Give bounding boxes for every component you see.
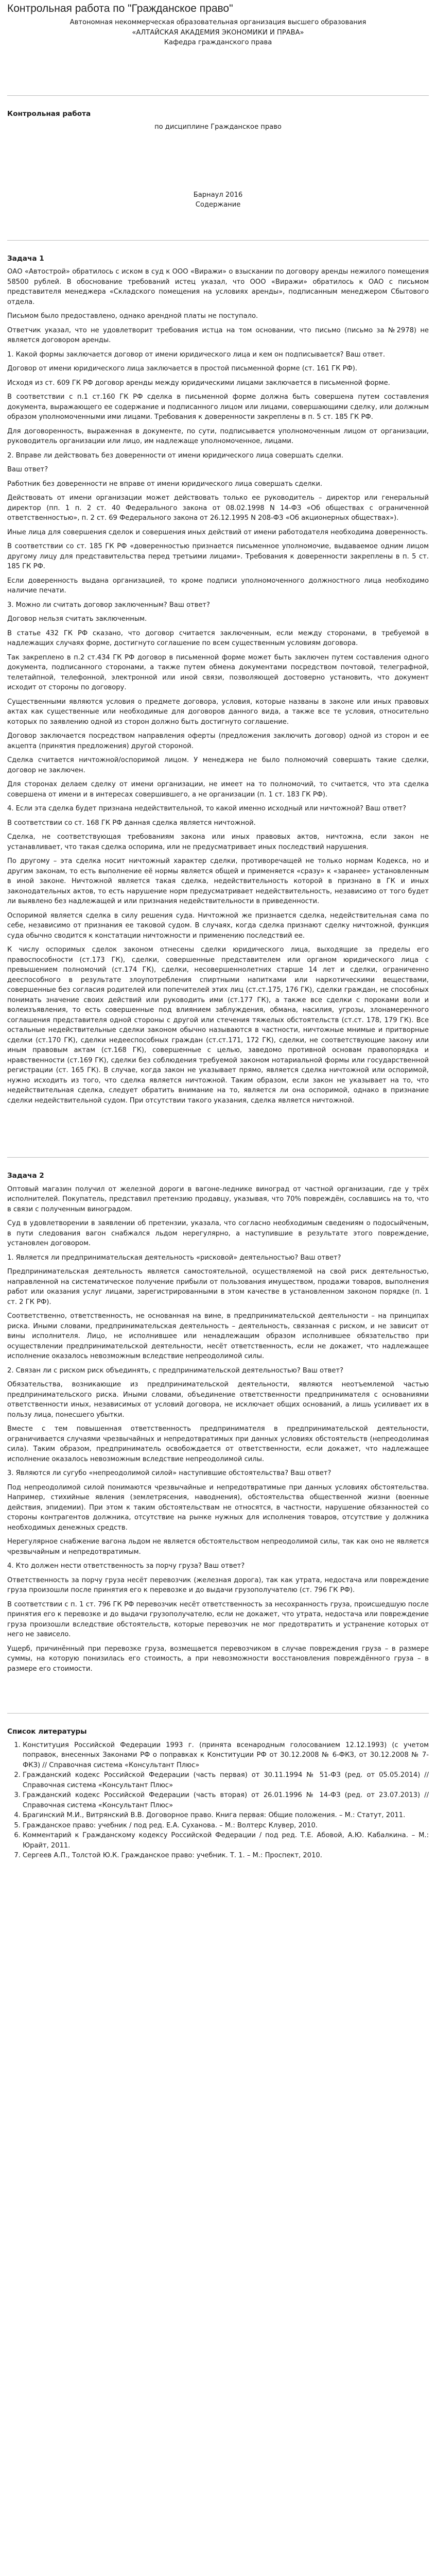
paragraph: Иные лица для совершения сделок и совершения иных действий от имени работодателя необходима доверенность. — [7, 528, 428, 536]
title-block — [7, 18, 429, 48]
reference-item — [23, 1770, 429, 1790]
paragraph: Существенными являются условия о предмете договора, условия, которые названы в законе или иных правовых актах как существенные или необходимые для договоров данного вида, а также все те условия, относительно которых по заявлению одной из сторон должно быть достигнуто соглашение. — [7, 698, 429, 726]
paragraph: К числу оспоримых сделок законом отнесены сделки юридического лица, выходящие за пределы его правоспособности (ст.173 ГК), сделки, совершенные представителем или органом юридического лица с превышением полномочий (ст.174 ГК), сделки, несовершеннолетних старше 14 лет и сделки, ограниченно дееспособного в результате злоупотребления спиртными напитками или наркотическими веществами, совершенные без согласия родителей или попечителей этих лиц (ст.ст.175, 176 ГК), сделки граждан, не способных понимать значение своих действий или руководить ими (ст.177 ГК), а также все сделки с пороками воли и волеизъявления, то есть совершенные под влиянием заблуждения, обмана, насилия, угрозы, злонамеренного соглашения представителя одной стороны с другой или стечения тяжелых обстоятельств (ст.ст. 178, 179 ГК). Все остальные недействительные сделки законом обычно называются в частности, ничтожные мнимые и притворные сделки (ст.170 ГК), сделки недееспособных граждан (ст.ст.171, 172 ГК), сделки, не соответствующие закону или иным правовым актам (ст.168 ГК), совершенные с целью, заведомо противной основам правопорядка и нравственности (ст.169 ГК), сделки без соблюдения требуемой законом нотариальной формы или государственной регистрации (ст. 165 ГК). В случае, когда закон не указывает прямо, является сделка ничтожной или оспоримой, нужно исходить из того, что сделка является ничтожной. Таким образом, если закон не указывает на то, что недействительная сделка, следует обратить внимание на то, является ли она оспоримой, однако в признание сделки недействительной судом. При отсутствии такого указания, сделка является ничтожной. — [7, 946, 429, 1105]
reference-text: 6. Комментарий к Гражданскому кодексу Российской Федерации / под ред. Т.Е. Абовой, А.Ю. Кабалкина. – М.: Юрайт, 2011. — [23, 1832, 429, 1850]
paragraph: Оптовый магазин получил от железной дороги в вагоне-леднике виноград от частной организации, где у трёх исполнителей. Покупатель, представил претензию продавцу, указывая, что 70% повреждён, сославшись на то, что в связи с полученным виноградом. — [7, 1185, 429, 1213]
paragraph: Предпринимательская деятельность является самостоятельной, осуществляемой на свой риск деятельностью, направленной на систематическое получение прибыли от пользования имуществом, продажи товаров, выполнения работ или оказания услуг лицами, зарегистрированными в этом качестве в установленном законом порядке (п. 1 ст. 2 ГК РФ). — [7, 1268, 429, 1306]
paragraph: Если доверенность выдана организацией, то кроме подписи уполномоченного должностного лица необходимо наличие печати. — [7, 577, 429, 595]
paragraph: В соответствии со ст. 168 ГК РФ данная сделка является ничтожной. — [7, 819, 256, 827]
separator — [7, 1713, 429, 1714]
paragraph: Для сторонах делаем сделку от имени организации, не имеет на то полномочий, то считается, что эта сделка совершена от имени и в интересах совершившего, а не организации (п. 1 ст. 183 ГК РФ). — [7, 781, 429, 799]
references-heading: Список литературы — [7, 1727, 87, 1736]
paragraph: Ущерб, причинённый при перевозке груза, возмещается перевозчиком в случае повреждения груза – в размере суммы, на которую понизилась его стоимость, а при невозможности восстановления повреждённого груза – в размере его стоимости. — [7, 1645, 429, 1673]
paragraph: В соответствии с п.1 ст.160 ГК РФ сделка в письменной форме должна быть совершена путем составления документа, выражающего ее содержание и подписанного лицом или лицами, совершающими сделку, или должным образом уполномоченными ими лицами. Требования к доверенности закреплены в п. 5 ст. 185 ГК РФ. — [7, 393, 429, 421]
paragraph: Сделка считается ничтожной/оспоримой лицом. У менеджера не было полномочий совершать такие сделки, договор не заключен. — [7, 756, 429, 774]
reference-item — [23, 1810, 429, 1821]
reference-item — [23, 1821, 429, 1831]
paragraph: Оспоримой является сделка в силу решения суда. Ничтожной же признается сделка, недействительная сама по себе, независимо от признания ее таковой судом. В случаях, когда сделка признают сделку ничтожной, функция суда обычно сводится к констатации ничтожности и применению последствий ее. — [7, 911, 429, 940]
paragraph: 3. Являются ли сугубо «непреодолимой силой» наступившие обстоятельства? Ваш ответ? — [7, 1469, 332, 1477]
reference-item — [23, 1740, 429, 1771]
separator — [7, 95, 429, 96]
paragraph: Договор от имени юридического лица заключается в простой письменной форме (ст. 161 ГК РФ). — [7, 365, 358, 372]
paragraph: Работник без доверенности не вправе от имени юридического лица совершать сделки. — [7, 480, 323, 488]
task2-body — [7, 1184, 429, 1674]
paragraph: 1. Какой формы заключается договор от имени юридического лица и кем он подписывается? Ваш ответ. — [7, 350, 386, 359]
task2-heading: Задача 2 — [7, 1172, 44, 1180]
paragraph: Сделка, не соответствующая требованиям закона или иных правовых актов, ничтожна, если закон не устанавливает, что такая сделка оспорима, или не предусматривает иных последствий нарушения. — [7, 833, 429, 851]
city-year: Барнаул 2016 — [193, 191, 243, 199]
paragraph: Соответственно, ответственность, не основанная на вине, в предпринимательской деятельности – на принципах риска. Иными словами, предпринимательская деятельность – деятельность, связанная с риском, и не зависит от вины исполнителя. Лицо, не исполнившее или ненадлежащим образом исполнившее обязательство при осуществлении предпринимательской деятельности, несёт ответственность, если не докажет, что надлежащее исполнение оказалось невозможным вследствие непреодолимой силы. — [7, 1312, 429, 1360]
cover-subject: по дисциплине Гражданское право — [154, 123, 282, 131]
reference-text: 7. Сергеев А.П., Толстой Ю.К. Гражданское право: учебник. Т. 1. – М.: Проспект, 2010. — [23, 1852, 322, 1859]
paragraph: Нерегулярное снабжение вагона льдом не является обстоятельством непреодолимой силы, так как оно не является чрезвычайным и непредотвратимым. — [7, 1538, 429, 1556]
paragraph: Вместе с тем повышенная ответственность предпринимателя в предпринимательской деятельности, ограничивается случаями чрезвычайных и непредотвратимых при данных условиях обстоятельств (непреодолимая сила). Таким образом, предприниматель освобождается от ответственности, если докажет, что надлежащее исполнение оказалось невозможным вследствие непреодолимой силы. — [7, 1425, 429, 1463]
reference-item — [23, 1831, 429, 1851]
task1-body — [7, 267, 429, 1106]
paragraph: Ответственность за порчу груза несёт перевозчик (железная дорога), так как утрата, недостача или повреждение груза произошли после принятия его к перевозке и до выдачи грузополучателю (ст. 796 ГК РФ). — [7, 1576, 429, 1594]
cover-meta — [7, 190, 429, 210]
document-title: Контрольная работа по "Гражданское право" — [7, 3, 233, 14]
reference-text: 3. Гражданский кодекс Российской Федерации (часть вторая) от 26.01.1996 № 14-ФЗ (ред. от 23.07.2013) // Справочная система «Консультант Плюс» — [23, 1791, 429, 1809]
reference-text: 4. Брагинский М.И., Витрянский В.В. Договорное право. Книга первая: Общие положения. – М.: Статут, 2011. — [23, 1811, 406, 1819]
paragraph: Ответчик указал, что не удовлетворит требования истца на том основании, что письмо (письмо за №2978) не является договором аренды. — [7, 326, 429, 344]
reference-text: 1. Конституция Российской Федерации 1993 г. (принята всенародным голосованием 12.12.1993) (с учетом поправок, внесенных Законами РФ о поправках к Конституции РФ от 30.12.2008 № 6-ФКЗ, от 30.12.2008 № 7-ФКЗ) // Справочная система «Консультант Плюс» — [23, 1741, 429, 1769]
paragraph: В статье 432 ГК РФ сказано, что договор считается заключенным, если между сторонами, в требуемой в надлежащих случаях форме, достигнуто соглашение по всем существенным условиям договора. — [7, 629, 429, 647]
references-list — [7, 1740, 429, 1861]
cover-heading: Контрольная работа — [7, 109, 91, 118]
paragraph: Договор нельзя считать заключенным. — [7, 615, 147, 623]
paragraph: Для договоренность, выраженная в документе, по сути, подписывается уполномоченным лицом от организации, руководитель организации или лицо, им надлежаще уполномоченное, лицами. — [7, 427, 429, 445]
task1-heading: Задача 1 — [7, 254, 44, 263]
paragraph: 1. Является ли предпринимательская деятельность «рисковой» деятельностью? Ваш ответ? — [7, 1253, 341, 1262]
contents-label: Содержание — [195, 201, 241, 209]
paragraph: В соответствии с п. 1 ст. 796 ГК РФ перевозчик несёт ответственность за несохранность груза, происшедшую после принятия его к перевозке и до выдачи грузополучателю, если не докажет, что утрата, недостача или повреждение груза произошли вследствие обстоятельств, которые перевозчик не мог предотвратить и устранение которых от него не зависело. — [7, 1600, 429, 1638]
reference-item — [23, 1851, 429, 1861]
paragraph: Обязательства, возникающие из предпринимательской деятельности, являются неотъемлемой частью предпринимательского риска. Иными словами, объединение ответственности предпринимателя с основаниями ответственности иных, независимых от условий договора, не исключает общих оснований, а лишь усиливает их в пользу лица, понесшего убытки. — [7, 1381, 429, 1419]
paragraph: Действовать от имени организации может действовать только ее руководитель – директор или генеральный директор (пп. 1 п. 2 ст. 40 Федерального закона от 08.02.1998 N 14-ФЗ «Об обществах с ограниченной ответственностью», п. 2 ст. 69 Федерального закона от 26.12.1995 N 208-ФЗ «Об акционерных обществах»). — [7, 494, 429, 522]
paragraph: Под непреодолимой силой понимаются чрезвычайные и непредотвратимые при данных условиях обстоятельства. Например, стихийные явления (землетрясения, наводнения), обстоятельства общественной жизни (военные действия, эпидемии). При этом к таким обстоятельствам не относятся, в частности, нарушение обязанностей со стороны контрагентов должника, отсутствие на рынке нужных для исполнения товаров, отсутствие у должника необходимых денежных средств. — [7, 1483, 429, 1532]
paragraph: 4. Кто должен нести ответственность за порчу груза? Ваш ответ? — [7, 1562, 245, 1570]
paragraph: Ваш ответ? — [7, 466, 48, 473]
paragraph: Договор заключается посредством направления оферты (предложения заключить договор) одной из сторон и ее акцепта (принятия предложения) другой стороной. — [7, 732, 429, 750]
department-name: Кафедра гражданского права — [164, 39, 272, 46]
paragraph: 4. Если эта сделка будет признана недействительной, то какой именно исходный или ничтожной? Ваш ответ? — [7, 805, 407, 812]
paragraph: Так закреплено в п.2 ст.434 ГК РФ договор в письменной форме может быть заключен путем составления одного документа, подписанного сторонами, а также путем обмена документами посредством почтовой, телеграфной, телетайпной, телефонной, электронной или иной связи, позволяющей достоверно установить, что документ исходит от стороны по договору. — [7, 653, 429, 691]
reference-text: 2. Гражданский кодекс Российской Федерации (часть первая) от 30.11.1994 № 51-ФЗ (ред. от 05.05.2014) // Справочная система «Консультант Плюс» — [23, 1771, 429, 1789]
paragraph: 2. Вправе ли действовать без доверенности от имени юридического лица совершать сделки. — [7, 451, 343, 460]
paragraph: 2. Связан ли с риском риск объединять, с предпринимательской деятельностью? Ваш ответ? — [7, 1366, 344, 1375]
organization-name: Автономная некоммерческая образовательная организация высшего образования — [69, 19, 367, 26]
paragraph: В соответствии со ст. 185 ГК РФ «доверенностью признается письменное уполномочие, выдаваемое одним лицом другому лицу для представительства перед третьими лицами». Требования к доверенности закреплены в п. 5 ст. 185 ГК РФ. — [7, 543, 429, 570]
reference-item — [23, 1790, 429, 1810]
paragraph: ОАО «Автострой» обратилось с иском в суд к ООО «Виражи» о взыскании по договору аренды нежилого помещения 58500 рублей. В обоснование требований истец указал, что ООО «Виражи» обратилось к ОАО с письмом представителя менеджера «Складского помещения на условиях аренды», подписанным менеджером Сбытового отдела. — [7, 268, 429, 306]
separator — [7, 240, 429, 241]
paragraph: Письмом было предоставлено, однако арендной платы не поступало. — [7, 312, 258, 320]
paragraph: 3. Можно ли считать договор заключенным? Ваш ответ? — [7, 601, 210, 609]
separator — [7, 1157, 429, 1158]
paragraph: Исходя из ст. 609 ГК РФ договор аренды между юридическими лицами заключается в письменной форме. — [7, 379, 390, 387]
academy-name: «АЛТАЙСКАЯ АКАДЕМИЯ ЭКОНОМИКИ И ПРАВА» — [132, 28, 304, 37]
reference-text: 5. Гражданское право: учебник / под ред. Е.А. Суханова. – М.: Волтерс Клувер, 2010. — [23, 1821, 318, 1829]
paragraph: Суд в удовлетворении в заявлении об претензии, указала, что согласно необходимым сведениям о подосыйченым, в пути следования вагон снабжался льдом нерегулярно, а наступившие в результате этого повреждение, установлен договором. — [7, 1219, 429, 1247]
paragraph: По другому – эта сделка носит ничтожный характер сделки, противоречащей не только нормам Кодекса, но и другим законам, то есть выполнение её нормы является общей и применяется «сразу» к «заранее» установленным в иной законе. Ничтожной является такая сделка, недействительность которой в признано в ГК и иных законодательных актов, то есть нарушение норм предусматривает недействительность, независимо от того будет ли выявлено без надлежащей и или признания недействительности в приведенности. — [7, 857, 429, 905]
